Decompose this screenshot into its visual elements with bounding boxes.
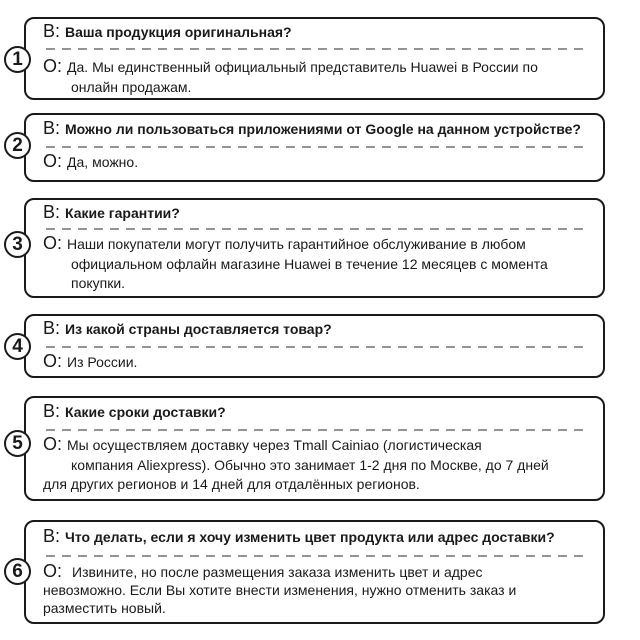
question-row: [43, 21, 292, 42]
question-text: Какие гарантии?: [65, 205, 180, 221]
answer-line: Да. Мы единственный официальный представитель Huawei в России по: [67, 59, 538, 75]
answer-row: [43, 234, 548, 294]
number-badge-4: 4: [4, 333, 31, 360]
answer-line: невозможно. Если Вы хотите внести изменения, нужно отменить заказ и: [43, 582, 517, 598]
answer-prefix: О:: [43, 233, 63, 253]
dashed-divider: [46, 555, 586, 557]
number-badge-6: 6: [4, 558, 31, 585]
answer-row: [43, 435, 549, 495]
question-row: [43, 118, 581, 139]
faq-card-1: [24, 17, 605, 100]
number-badge-5: 5: [4, 430, 31, 457]
answer-line: покупки.: [71, 275, 126, 291]
question-row: [43, 401, 226, 422]
answer-prefix: О:: [43, 351, 63, 371]
question-prefix: В:: [43, 401, 61, 421]
question-prefix: В:: [43, 21, 61, 41]
number-badge-2: 2: [4, 132, 31, 159]
question-prefix: В:: [43, 318, 61, 338]
answer-line: компания Aliexpress). Обычно это занимает 1-2 дня по Москве, до 7 дней: [71, 456, 549, 473]
answer-prefix: О:: [43, 561, 63, 581]
dashed-divider: [46, 48, 586, 50]
dashed-divider: [46, 429, 586, 431]
faq-card-2: [24, 113, 605, 182]
answer-line: официальном офлайн магазине Huawei в течение 12 месяцев с момента: [71, 255, 548, 272]
question-prefix: В:: [43, 118, 61, 138]
number-badge-3: 3: [4, 231, 31, 258]
answer-row: [43, 152, 138, 173]
dashed-divider: [46, 346, 586, 348]
answer-row: [43, 352, 137, 373]
dashed-divider: [46, 146, 586, 148]
faq-card-3: [24, 198, 605, 298]
question-row: [43, 526, 555, 547]
faq-card-6: [24, 520, 605, 624]
answer-row: [43, 57, 538, 97]
dashed-divider: [46, 228, 586, 230]
answer-line: Наши покупатели могут получить гарантийное обслуживание в любом: [67, 236, 526, 252]
answer-line: Из России.: [67, 354, 138, 370]
question-row: [43, 202, 180, 223]
number-badge-1: 1: [4, 46, 31, 73]
faq-card-4: [24, 314, 605, 378]
answer-prefix: О:: [43, 434, 63, 454]
question-row: [43, 318, 332, 339]
answer-line: разместить новый.: [43, 600, 166, 616]
answer-line: для других регионов и 14 дней для отдалённых регионов.: [43, 476, 420, 492]
faq-card-5: [24, 396, 605, 501]
answer-row: [43, 562, 516, 617]
answer-prefix: О:: [43, 151, 63, 171]
question-prefix: В:: [43, 526, 61, 546]
answer-line: Да, можно.: [67, 154, 139, 170]
answer-line: онлайн продажам.: [71, 78, 192, 95]
question-text: Ваша продукция оригинальная?: [65, 24, 292, 40]
answer-line: Мы осуществляем доставку через Tmall Cainiao (логистическая: [67, 437, 482, 453]
question-prefix: В:: [43, 202, 61, 222]
answer-prefix: О:: [43, 56, 63, 76]
question-text: Что делать, если я хочу изменить цвет продукта или адрес доставки?: [65, 529, 555, 545]
answer-line: Извините, но после размещения заказа изменить цвет и адрес: [72, 564, 483, 580]
question-text: Из какой страны доставляется товар?: [65, 321, 332, 337]
question-text: Можно ли пользоваться приложениями от Google на данном устройстве?: [65, 121, 581, 137]
question-text: Какие сроки доставки?: [65, 404, 226, 420]
